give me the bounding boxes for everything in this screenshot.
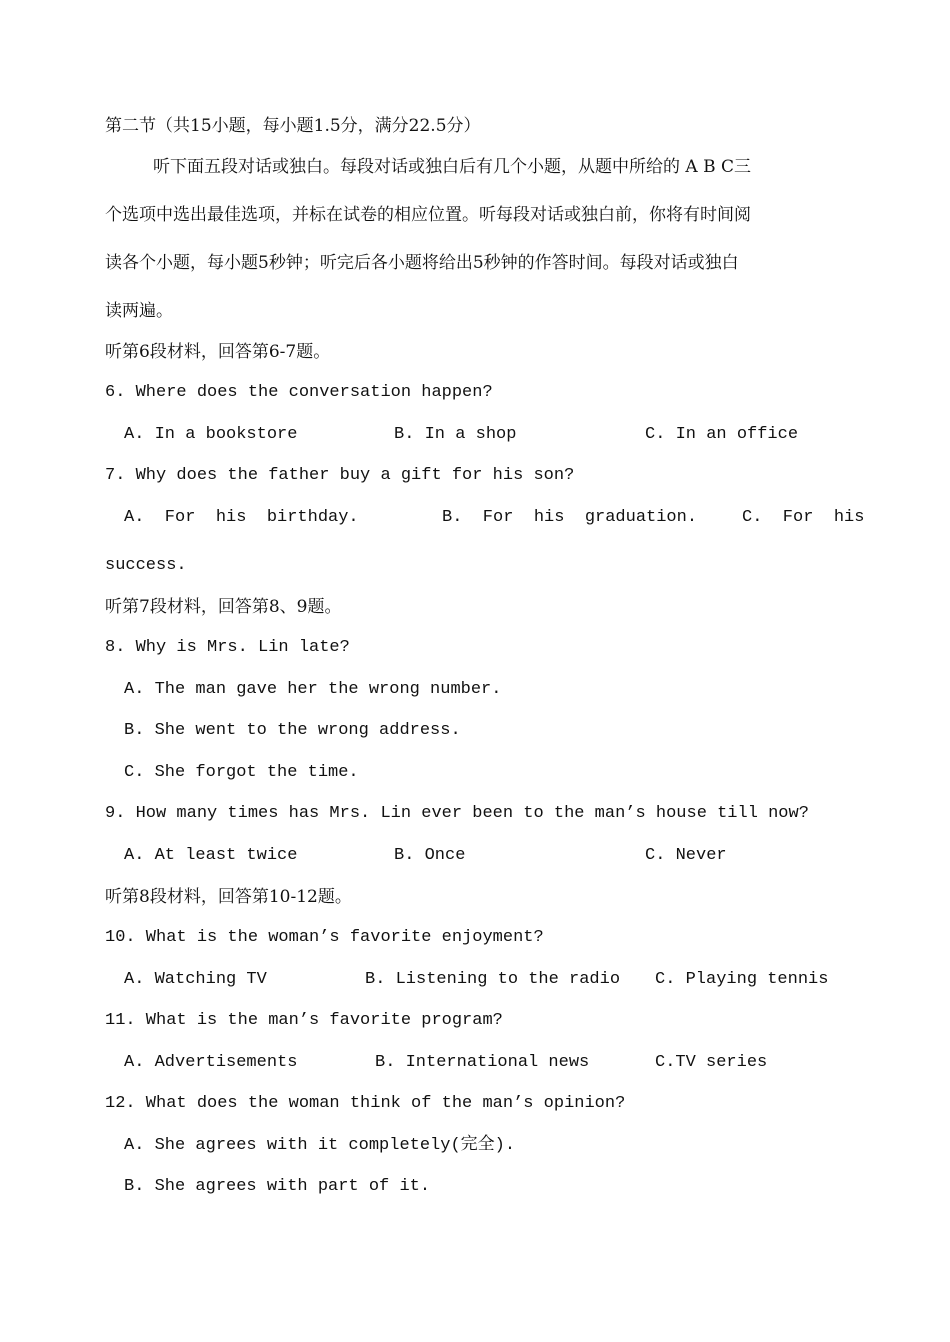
question-8-option-c: C. She forgot the time. [124, 763, 359, 782]
question-10-option-b: B. Listening to the radio [365, 970, 621, 989]
group-header-6: 听第6段材料，回答第6-7题。 [105, 342, 331, 362]
question-7-option-c-continued: success. [105, 556, 187, 575]
instructions-line-1: 听下面五段对话或独白。每段对话或独白后有几个小题，从题中所给的 A B C三 [153, 157, 751, 177]
question-7-option-b: B. For his graduation. [442, 508, 698, 527]
question-6-stem: 6. Where does the conversation happen? [105, 383, 493, 402]
question-12-option-b: B. She agrees with part of it. [124, 1177, 431, 1196]
group-header-7: 听第7段材料，回答第8、9题。 [105, 597, 342, 617]
question-8-stem: 8. Why is Mrs. Lin late? [105, 638, 350, 657]
question-10-stem: 10. What is the woman’s favorite enjoyment? [105, 928, 544, 947]
question-8-option-b: B. She went to the wrong address. [124, 721, 461, 740]
question-7-option-a: A. For his birthday. [124, 508, 359, 527]
question-11-option-c: C.TV series [655, 1053, 768, 1072]
question-9-option-a: A. At least twice [124, 846, 298, 865]
instructions-line-2: 个选项中选出最佳选项，并标在试卷的相应位置。听每段对话或独白前，你将有时间阅 [105, 205, 751, 225]
question-11-stem: 11. What is the man’s favorite program? [105, 1011, 503, 1030]
section-header: 第二节（共15小题，每小题1.5分，满分22.5分） [105, 116, 481, 136]
question-9-option-c: C. Never [645, 846, 727, 865]
instructions-line-3: 读各个小题，每小题5秒钟；听完后各小题将给出5秒钟的作答时间。每段对话或独白 [105, 253, 739, 273]
question-6-option-c: C. In an office [645, 425, 799, 444]
question-10-option-a: A. Watching TV [124, 970, 267, 989]
question-6-option-b: B. In a shop [394, 425, 517, 444]
question-11-option-b: B. International news [375, 1053, 590, 1072]
instructions-line-4: 读两遍。 [105, 301, 173, 321]
question-6-option-a: A. In a bookstore [124, 425, 298, 444]
group-header-8: 听第8段材料，回答第10-12题。 [105, 887, 352, 907]
question-11-option-a: A. Advertisements [124, 1053, 298, 1072]
question-10-option-c: C. Playing tennis [655, 970, 829, 989]
question-9-option-b: B. Once [394, 846, 466, 865]
question-12-stem: 12. What does the woman think of the man’s opinion? [105, 1094, 626, 1113]
question-7-stem: 7. Why does the father buy a gift for his son? [105, 466, 575, 485]
question-8-option-a: A. The man gave her the wrong number. [124, 680, 502, 699]
question-9-stem: 9. How many times has Mrs. Lin ever been to the man’s house till now? [105, 804, 809, 823]
question-7-option-c: C. For his [742, 508, 865, 527]
question-12-option-a: A. She agrees with it completely(完全). [124, 1136, 516, 1155]
